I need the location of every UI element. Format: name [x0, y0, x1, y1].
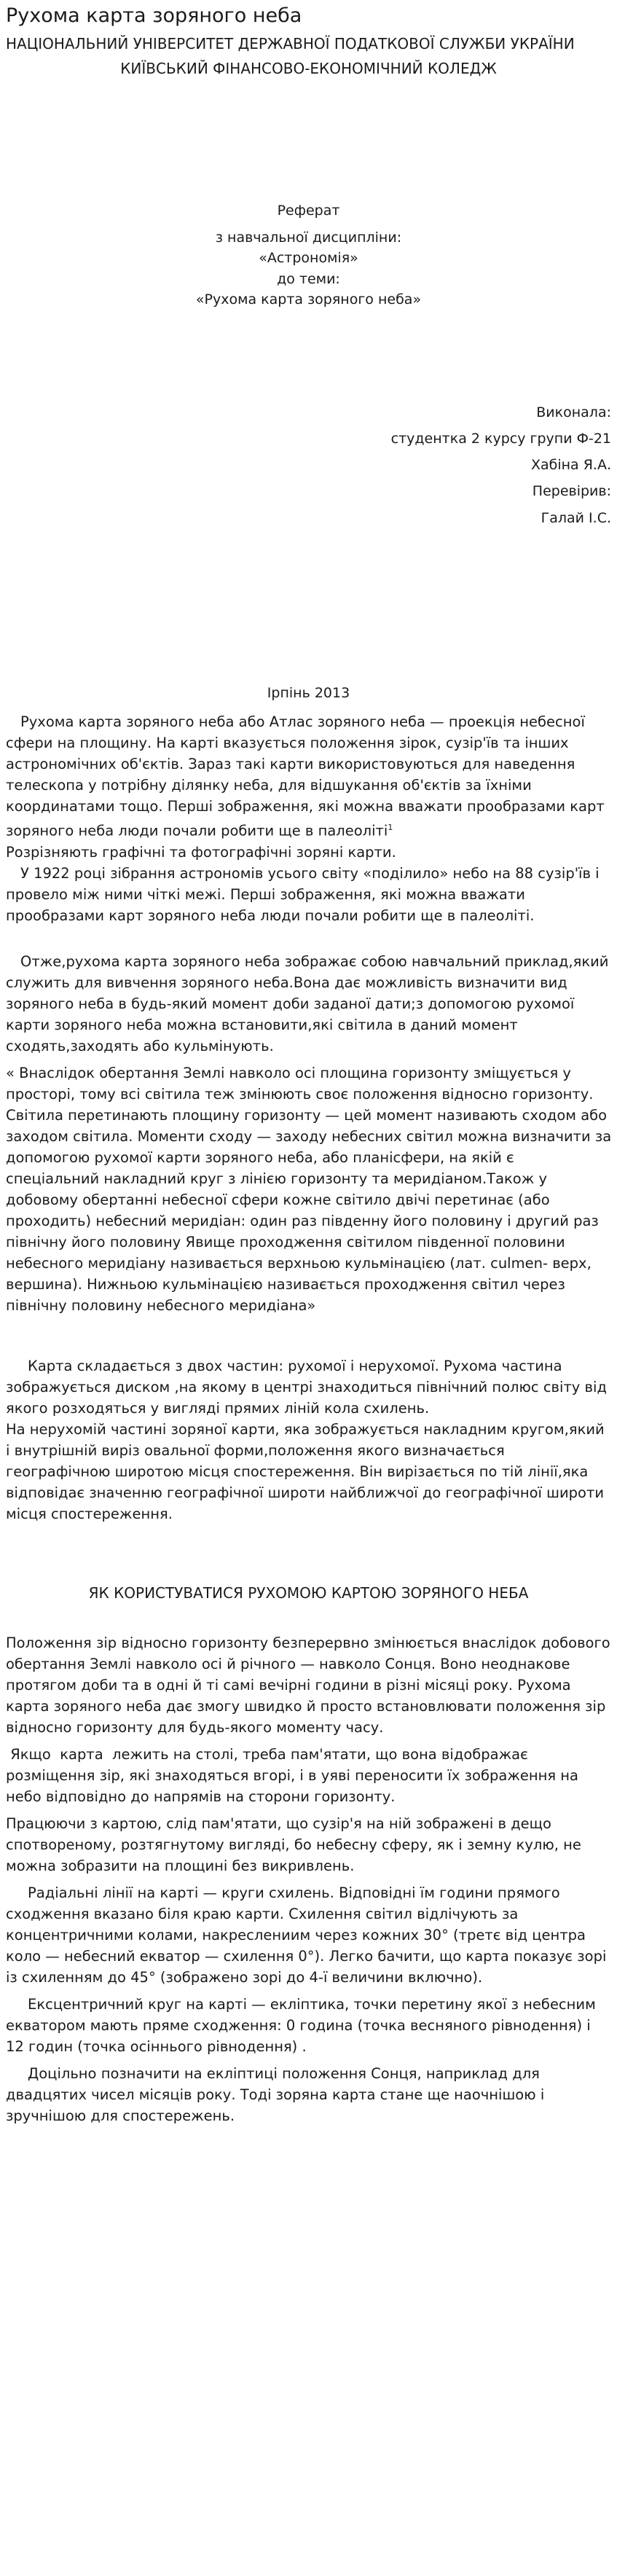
spacer [6, 1316, 612, 1355]
cover-topic-intro: до теми: [277, 271, 340, 287]
student-info: студентка 2 курсу групи Ф-21 [390, 431, 611, 447]
cover-discipline-intro: з навчальної дисципліни: [215, 230, 402, 246]
cover-type: Реферат [277, 203, 340, 219]
usage-section [6, 1632, 612, 2126]
cover-discipline: «Астрономія» [259, 250, 358, 266]
student-name: Хабіна Я.А. [530, 457, 611, 473]
spacer [6, 926, 612, 951]
footnote-mark: 1 [388, 823, 393, 832]
paragraph: Розрізняють графічні та фотографічні зоряні карти. [6, 843, 396, 861]
college-name: КИЇВСЬКИЙ ФІНАНСОВО-ЕКОНОМІЧНИЙ КОЛЕДЖ [120, 60, 497, 77]
university-name: НАЦІОНАЛЬНИЙ УНІВЕРСИТЕТ ДЕРЖАВНОЇ ПОДАТКОВОЇ СЛУЖБИ УКРАЇНИ [6, 35, 575, 52]
intro-section [6, 711, 612, 1524]
paragraph: На нерухомій частині зоряної карти, яка зображується накладним кругом,який і внутрішній виріз овальної форми,положення якого визначається географічною широтою місця спостереження. Він вирізається по тій лінії,яка відповідає значенню географічної широти найближчої до географічної широти місця спостереження. [6, 1420, 605, 1522]
paragraph: Працюючи з картою, слід пам'ятати, що сузір'я на ній зображені в дещо спотвореному, розтягнутому вигляді, бо небесну сферу, як і земну кулю, не можна зобразити на площині без викривлень. [6, 1815, 581, 1874]
paragraph: Доцільно позначити на екліптиці положення Сонця, наприклад для двадцятих чисел місяців року. Тоді зоряна карта стане ще наочнішою і зручнішою для спостережень. [6, 2065, 545, 2124]
paragraph: Якщо карта лежить на столі, треба пам'ятати, що вона відображає розміщення зір, які знаходяться вгорі, і в уяві переносити їх зображення на небо відповідно до напрямів на сторони горизонту. [6, 1746, 583, 1805]
paragraph: Карта складається з двох частин: рухомої і нерухомої. Рухома частина зображується диском ,на якому в центрі знаходиться північний полюс світу від якого розходяться у вигляді прямих ліній кола схилень. [6, 1357, 607, 1417]
checked-label: Перевірив: [532, 483, 611, 499]
paragraph: Рухома карта зоряного неба або Атлас зоряного неба — проекція небесної сфери на площину. На карті вказується положення зірок, сузір'їв та інших астрономічних об'єктів. Зараз такі карти використовуються для наведення телескопа у потрібну ділянку неба, для відшукання об'єктів за їхніми координатами тощо. Перші зображення, які можна вважати прообразами карт зоряного неба люди почали робити ще в палеоліті$^1$ [6, 713, 605, 839]
section-heading: ЯК КОРИСТУВАТИСЯ РУХОМОЮ КАРТОЮ ЗОРЯНОГО НЕБА [88, 1584, 529, 1602]
checker-name: Галай І.С. [541, 510, 611, 526]
paragraph: Отже,рухома карта зоряного неба зображає собою навчальний приклад,який служить для вивчення зоряного неба.Вона дає можливість визначити вид зоряного неба в будь-який момент доби заданої дати;з допомогою рухомої карти зоряного неба можна встановити,які світила в даний момент сходять,заходять або кульмінують. [6, 952, 609, 1054]
spacer [6, 1057, 612, 1062]
paragraph: У 1922 році зібрання астрономів усього світу «поділило» небо на 88 сузір'їв і провело між ними чіткі межі. Перші зображення, які можна вважати прообразами карт зоряного неба люди почали робити ще в палеоліті. [6, 864, 600, 924]
paragraph: « Внаслідок обертання Землі навколо осі площина горизонту зміщується у просторі, тому всі світила теж змінюють своє положення відносно горизонту. Світила перетинають площину горизонту — цей момент називають сходом або заходом світила. Моменти сходу — заходу небесних світил можна визначити за допомогою рухомої карти зоряного неба, або планісфери, на якій є спеціальний накладний круг з лінією горизонту та меридіаном.Також у добовому обертанні небесної сфери кожне світило двічі перетинає (або проходить) небесний меридіан: один раз південну його половину і другий раз північну його половину Явище проходження світилом південної половини небесного меридіану називається верхньою кульмінацією (лат. culmen- верх, вершина). Нижньою кульмінацією називається проходження світил через північну половину небесного меридіана» [6, 1064, 612, 1314]
paragraph: Радіальні лінії на карті — круги схилень. Відповідні їм години прямого сходження вказано біля краю карти. Схилення світил відлічують за концентричними колами, накреслениим через кожних 30° (третє від центра коло — небесний екватор — схилення 0°). Легко бачити, що карта показує зорі із схиленням до 45° (зображено зорі до 4-ї величини включно). [6, 1884, 607, 1986]
cover-topic: «Рухома карта зоряного неба» [195, 291, 422, 308]
performed-label: Виконала: [536, 404, 611, 420]
document-title: Рухома карта зоряного неба [6, 4, 302, 27]
paragraph: Положення зір відносно горизонту безперервно змінюється внаслідок добового обертання Землі навколо осі й річного — навколо Сонця. Воно неоднакове протягом доби та в одні й ті самі вечірні години в різні місяці року. Рухома карта зоряного неба дає змогу швидко й просто встановлювати положення зір відносно горизонту для будь-якого моменту часу. [6, 1635, 610, 1736]
city-year: Ірпінь 2013 [267, 685, 350, 701]
paragraph: Ексцентричний круг на карті — екліптика, точки перетину якої з небесним екватором мають пряме сходження: 0 година (точка весняного рівнодення) і 12 годин (точка осіннього рівнодення) . [6, 1996, 596, 2055]
